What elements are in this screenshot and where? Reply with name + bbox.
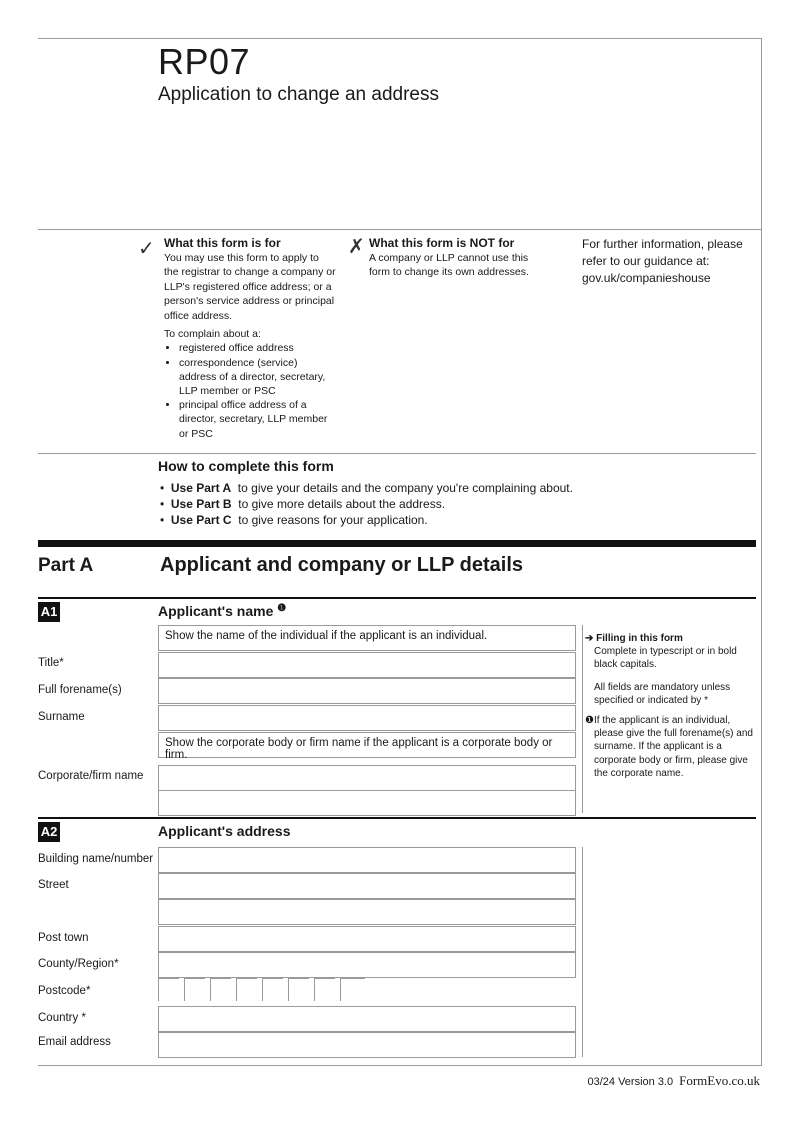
footer-version: 03/24 Version 3.0 [587, 1076, 674, 1088]
right-border [761, 38, 762, 1066]
country-field[interactable] [158, 1006, 576, 1032]
footer [587, 1073, 760, 1089]
how-item-text: to give more details about the address. [238, 497, 446, 511]
postcode-field[interactable] [158, 978, 368, 1004]
sidebar-mandatory-text: All fields are mandatory unless specified or indicated by * [594, 681, 731, 706]
postcode-label: Postcode* [38, 985, 91, 997]
part-a-title: Applicant and company or LLP details [160, 554, 524, 576]
check-icon: ✓ [138, 238, 155, 260]
how-item-bold: Use Part A [170, 481, 232, 495]
postcode-char-box[interactable] [314, 978, 335, 1001]
postcode-char-box[interactable] [184, 978, 205, 1001]
surname-field[interactable] [158, 705, 576, 731]
complain-intro: To complain about a: [164, 328, 261, 341]
postcode-char-box[interactable] [288, 978, 309, 1001]
a1-heading-text: Applicant's name [158, 603, 274, 619]
how-item: • Use Part A to give your details and the company you're complaining about. [160, 481, 573, 495]
what-for-text: You may use this form to apply to the registrar to change a company or LLP's registered office address; or a person's service address or principal office address. [164, 252, 336, 322]
postcode-char-box[interactable] [236, 978, 257, 1001]
postcode-char-box[interactable] [262, 978, 283, 1001]
not-for-block [369, 236, 539, 280]
bottom-border [38, 1065, 762, 1066]
how-item-bold: Use Part C [170, 513, 232, 527]
divider [38, 229, 762, 230]
post-town-field[interactable] [158, 926, 576, 952]
note-marker-icon: ❶ [277, 603, 287, 614]
part-a-bar [38, 540, 756, 547]
county-label: County/Region* [38, 958, 119, 970]
post-town-label: Post town [38, 932, 89, 944]
a2-sidebar-rule [582, 847, 583, 1057]
complain-item: • principal office address of a director, secretary, LLP member or PSC [179, 398, 336, 441]
a1-badge: A1 [38, 602, 60, 622]
what-for-block [164, 236, 336, 441]
a1-heading [158, 603, 286, 619]
sidebar-filling-heading-text: Filling in this form [596, 633, 683, 644]
footer-site: FormEvo.co.uk [679, 1073, 760, 1088]
surname-label: Surname [38, 711, 85, 723]
how-item-bold: Use Part B [170, 497, 232, 511]
a2-badge: A2 [38, 822, 60, 842]
a1-hint-individual: Show the name of the individual if the applicant is an individual. [158, 625, 576, 651]
form-code: RP07 [158, 41, 251, 82]
complain-list [164, 341, 336, 440]
how-item-text: to give your details and the company you're complaining about. [237, 481, 573, 495]
corporate-label: Corporate/firm name [38, 770, 144, 782]
email-label: Email address [38, 1036, 111, 1048]
form-title: Application to change an address [158, 84, 439, 105]
email-field[interactable] [158, 1032, 576, 1058]
cross-icon: ✗ [348, 236, 365, 258]
sidebar-rule [582, 625, 583, 813]
postcode-char-box[interactable] [340, 978, 365, 1001]
what-for-heading: What this form is for [164, 236, 281, 250]
sidebar-filling-text: Complete in typescript or in bold black capitals. [594, 646, 737, 671]
street-field-2[interactable] [158, 899, 576, 925]
corporate-field-1[interactable] [158, 765, 576, 791]
street-label: Street [38, 879, 69, 891]
a1-rule [38, 597, 756, 599]
how-item: • Use Part B to give more details about the address. [160, 497, 446, 511]
note-marker-icon: ❶ [585, 715, 594, 727]
corporate-field-2[interactable] [158, 790, 576, 816]
how-item-text: to give reasons for your application. [238, 513, 428, 527]
sidebar-filling-heading [585, 632, 753, 645]
complain-item: • registered office address [179, 341, 336, 355]
forenames-field[interactable] [158, 678, 576, 704]
street-field-1[interactable] [158, 873, 576, 899]
how-item: • Use Part C to give reasons for your application. [160, 513, 428, 527]
building-label: Building name/number [38, 853, 154, 865]
a2-heading: Applicant's address [158, 823, 291, 839]
title-field[interactable] [158, 652, 576, 678]
county-field[interactable] [158, 952, 576, 978]
complain-item: • correspondence (service) address of a director, secretary, LLP member or PSC [179, 356, 336, 399]
title-label: Title* [38, 657, 64, 669]
part-a-label: Part A [38, 555, 94, 576]
postcode-char-box[interactable] [210, 978, 231, 1001]
how-list [160, 480, 573, 528]
not-for-text: A company or LLP cannot use this form to change its own addresses. [369, 252, 529, 279]
top-border [38, 38, 762, 39]
sidebar-note [585, 714, 753, 780]
building-field[interactable] [158, 847, 576, 873]
a1-hint-corporate: Show the corporate body or firm name if the applicant is a corporate body or firm. [158, 732, 576, 758]
arrow-right-icon: ➔ [585, 633, 594, 644]
not-for-heading: What this form is NOT for [369, 236, 515, 250]
a2-rule [38, 817, 756, 819]
postcode-char-box[interactable] [158, 978, 179, 1001]
country-label: Country * [38, 1012, 86, 1024]
how-heading: How to complete this form [158, 458, 334, 474]
further-info: For further information, please refer to our guidance at: gov.uk/companieshouse [582, 237, 743, 285]
sidebar-note-text: If the applicant is an individual, please give the full forename(s) and surname. If the applicant is a corporate body or firm, please give the corporate name. [594, 715, 753, 779]
divider [38, 453, 756, 454]
forenames-label: Full forename(s) [38, 684, 122, 696]
sidebar-notes [585, 632, 753, 780]
